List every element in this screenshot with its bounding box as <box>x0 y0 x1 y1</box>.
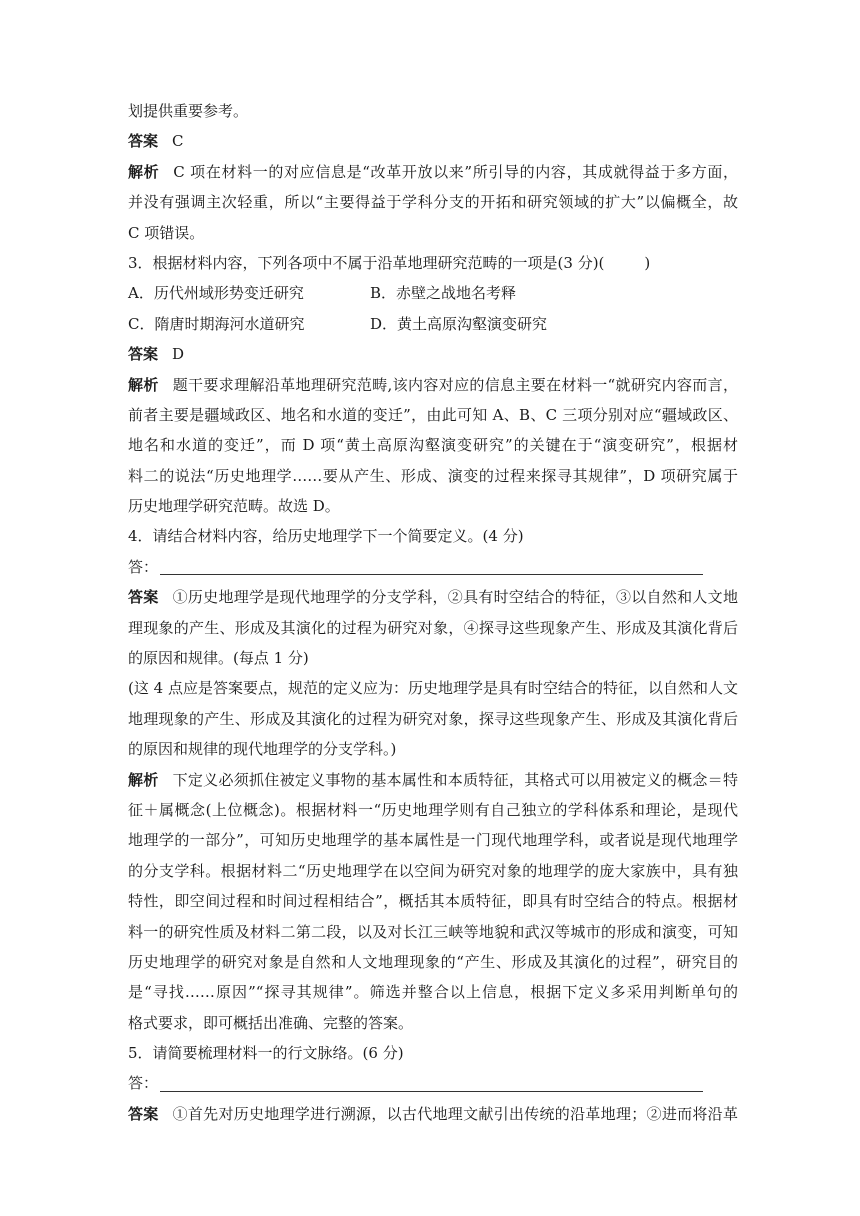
text-line: 料一的研究性质及材料二第二段，以及对长江三峡等地貌和武汉等城市的形成和演变，可知 <box>128 922 738 941</box>
question-5: 5．请简要梳理材料一的行文脉络。(6 分) <box>128 1044 404 1063</box>
analysis-label: 解析 <box>128 375 159 394</box>
text-line: 历史地理学研究范畴。故选 D。 <box>128 497 340 516</box>
option-d: D．黄土高原沟壑演变研究 <box>370 314 548 333</box>
analysis-line: 解析 下定义必须抓住被定义事物的基本属性和本质特征，其格式可以用被定义的概念＝特 <box>128 770 738 789</box>
answer-label: 答案 <box>128 1104 159 1123</box>
analysis-line: 解析 C 项在材料一的对应信息是“改革开放以来”所引导的内容，其成就得益于多方面， <box>128 162 738 181</box>
text-line: (这 4 点应是答案要点，规范的定义应为：历史地理学是具有时空结合的特征，以自然和人文 <box>128 679 738 698</box>
analysis-label: 解析 <box>128 770 159 789</box>
text-line: 地名和水道的变迁”，而 D 项“黄土高原沟壑演变研究”的关键在于“演变研究”，根据材 <box>128 436 738 455</box>
text-line: 格式要求，即可概括出准确、完整的答案。 <box>128 1013 414 1032</box>
text-line: 历史地理学的研究对象是自然和人文地理现象的“产生、形成及其演化的过程”，研究目的 <box>128 952 738 971</box>
analysis-label: 解析 <box>128 162 160 181</box>
text-line: 料二的说法“历史地理学……要从产生、形成、演变的过程来探寻其规律”，D 项研究属于 <box>128 466 738 485</box>
text-line: 的分支学科。根据材料二“历史地理学在以空间为研究对象的地理学的庞大家族中，具有独 <box>128 861 738 880</box>
question-3: 3．根据材料内容，下列各项中不属于沿革地理研究范畴的一项是(3 分)( ) <box>128 253 651 272</box>
text-line: 地理学的一部分”，可知历史地理学的基本属性是一门现代地理学科，或者说是现代地理学 <box>128 831 738 850</box>
answer-prefix: 答： <box>128 557 159 576</box>
answer-line: 答案 D <box>128 345 185 364</box>
answer-label: 答案 <box>128 345 159 364</box>
question-4: 4．请结合材料内容，给历史地理学下一个简要定义。(4 分) <box>128 527 524 546</box>
text-line: 理现象的产生、形成及其演化的过程为研究对象，④探寻这些现象产生、形成及其演化背后 <box>128 618 738 637</box>
answer-line: 答案 C <box>128 132 184 151</box>
answer-blank-row <box>128 552 738 582</box>
option-a: A．历代州域形势变迁研究 <box>128 284 304 303</box>
text-line: 地理现象的产生、形成及其演化的过程为研究对象，探寻这些现象产生、形成及其演化背后 <box>128 709 738 728</box>
option-c: C．隋唐时期海河水道研究 <box>128 314 305 333</box>
answer-blank-row <box>128 1069 738 1099</box>
analysis-line: 解析 题干要求理解沿革地理研究范畴,该内容对应的信息主要在材料一“就研究内容而言， <box>128 375 738 394</box>
text-line: 是“寻找……原因”“探寻其规律”。筛选并整合以上信息，根据下定义多采用判断单句的 <box>128 983 738 1002</box>
answer-blank-line[interactable] <box>160 554 703 575</box>
answer-label: 答案 <box>128 588 159 607</box>
text-line: 划提供重要参考。 <box>128 102 249 120</box>
text-line: 的原因和规律。(每点 1 分) <box>128 649 309 668</box>
options-row-1 <box>128 278 738 308</box>
text-line: 征＋属概念(上位概念)。根据材料一“历史地理学则有自己独立的学科体系和理论，是现代 <box>128 800 738 819</box>
options-row-2 <box>128 309 738 339</box>
option-b: B．赤壁之战地名考释 <box>370 284 517 303</box>
answer-blank-line[interactable] <box>160 1071 703 1092</box>
answer-prefix: 答： <box>128 1074 159 1093</box>
text-line: 并没有强调主次轻重，所以“主要得益于学科分支的开拓和研究领域的扩大”以偏概全，故 <box>128 193 738 212</box>
answer-line: 答案 ①首先对历史地理学进行溯源，以古代地理文献引出传统的沿革地理；②进而将沿革 <box>128 1104 738 1123</box>
answer-label: 答案 <box>128 132 159 151</box>
text-line: 前者主要是疆域政区、地名和水道的变迁”，由此可知 A、B、C 三项分别对应“疆域政区、 <box>128 405 738 424</box>
text-line: C 项错误。 <box>128 223 205 242</box>
answer-line: 答案 ①历史地理学是现代地理学的分支学科，②具有时空结合的特征，③以自然和人文地 <box>128 588 738 607</box>
text-line: 特性，即空间过程和时间过程相结合”，概括其本质特征，即具有时空结合的特点。根据材 <box>128 892 738 911</box>
document-page <box>128 96 738 1129</box>
text-line: 的原因和规律的现代地理学的分支学科。) <box>128 740 397 759</box>
